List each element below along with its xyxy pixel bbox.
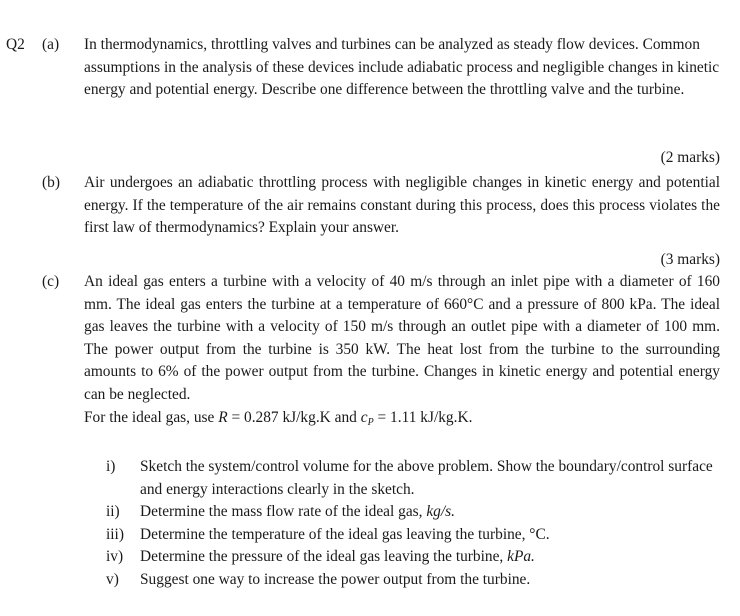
- formula-prefix: For the ideal gas, use: [84, 408, 219, 426]
- formula-cp-value: = 1.11 kJ/kg.K.: [373, 408, 473, 426]
- subquestion-item: [106, 501, 716, 524]
- subquestion-number: i): [106, 458, 116, 475]
- subquestion-number: ii): [106, 503, 120, 521]
- subquestion-text: Suggest one way to increase the power output from the turbine.: [140, 570, 531, 588]
- question-number: Q2: [6, 36, 25, 53]
- part-a-marks: (2 marks): [660, 149, 720, 166]
- subquestion-item: [106, 569, 716, 592]
- part-b-text: Air undergoes an adiabatic throttling process with negligible changes in kinetic energy and potential energy. If the temperature of the air remains constant during this process, does this process violates the first law of thermodynamics? Explain your answer.: [84, 174, 720, 237]
- formula-r-value: = 0.287 kJ/kg.K and: [227, 408, 361, 426]
- subquestion-number: iii): [106, 525, 124, 543]
- subquestion-item: [106, 524, 716, 547]
- part-b-label: (b): [42, 174, 60, 191]
- part-c-text: An ideal gas enters a turbine with a velocity of 40 m/s through an inlet pipe with a diameter of 160 mm. The ideal gas enters the turbine at a temperature of 660°C and a pressure of 800 kPa. The ideal gas leaves the turbine with a velocity of 150 m/s through an outlet pipe with a diameter of 100 mm. The power output from the turbine is 350 kW. The heat lost from the turbine to the surrounding amounts to 6% of the power output from the turbine. Changes in kinetic energy and potential energy can be neglected.: [84, 273, 720, 403]
- subquestion-text: Sketch the system/control volume for the above problem. Show the boundary/control surface and energy interactions clearly in the sketch.: [140, 458, 713, 498]
- part-a-label: (a): [42, 36, 60, 53]
- part-c-label: (c): [42, 273, 60, 290]
- part-c-formula: [84, 407, 720, 430]
- subquestion-unit: kg/s.: [426, 503, 455, 521]
- subquestion-list: [106, 456, 716, 592]
- part-c-body: [84, 271, 720, 429]
- formula-cp-symbol: c: [360, 408, 368, 426]
- part-b-marks: (3 marks): [660, 251, 720, 268]
- subquestion-item: [106, 456, 716, 501]
- subquestion-text: Determine the mass flow rate of the ideal gas,: [140, 503, 427, 521]
- subquestion-item: [106, 546, 716, 569]
- subquestion-unit: kPa.: [507, 548, 535, 566]
- formula-r-symbol: R: [218, 408, 228, 426]
- subquestion-text: Determine the pressure of the ideal gas leaving the turbine,: [140, 548, 508, 566]
- subquestion-text: Determine the temperature of the ideal gas leaving the turbine, °C.: [140, 525, 550, 543]
- part-a-text: In thermodynamics, throttling valves and turbines can be analyzed as steady flow devices. Common assumptions in the analysis of these devices include adiabatic process and negligible changes in kinetic energy and potential energy. Describe one difference between the throttling valve and the turbine.: [84, 36, 720, 99]
- formula-cp-subscript: P: [367, 416, 374, 428]
- subquestion-number: v): [106, 570, 119, 588]
- subquestion-number: iv): [106, 548, 124, 566]
